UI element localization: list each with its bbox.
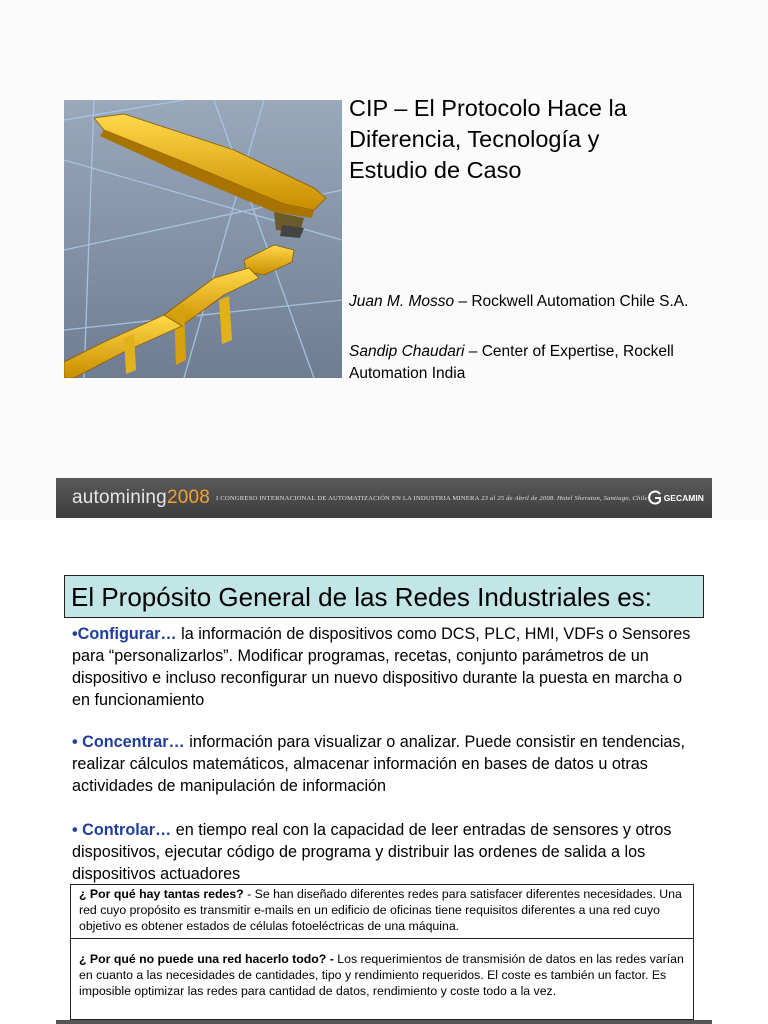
conference-banner [56, 478, 712, 518]
faq-divider [71, 938, 693, 939]
section-heading: El Propósito General de las Redes Industriales es: [71, 582, 652, 612]
author-2-name: Sandip Chaudari [349, 343, 465, 360]
brand-text: automining [72, 487, 167, 508]
bullet-3: • [72, 821, 83, 839]
author-1-name: Juan M. Mosso [349, 293, 455, 310]
congress-line [216, 495, 648, 502]
conveyor-3d-render-image [64, 100, 342, 378]
bullet-1: • [72, 625, 78, 643]
faq-question-1: ¿ Por qué hay tantas redes? [79, 887, 244, 901]
faq-question-2: ¿ Por qué no puede una red hacerlo todo? - [79, 952, 334, 966]
author-1 [349, 291, 689, 313]
concentrar-text: información para visualizar o analizar. Puede consistir en tendencias, realizar cálculos matemáticos, almacenar información en bases de datos u otras actividades de manipulación de información [72, 733, 686, 795]
controlar-paragraph [72, 819, 704, 885]
author-2-affiliation: – Center of Expertise, Rockell Automation India [349, 343, 674, 382]
gecamin-text: GECAMIN [663, 493, 704, 503]
concentrar-paragraph [72, 731, 704, 797]
controlar-text: en tiempo real con la capacidad de leer entradas de sensores y otros dispositivos, ejecutar código de programa y distribuir las ordenes de salida a los dispositivos actuadores [72, 821, 672, 883]
faq-item-2 [79, 951, 687, 1000]
keyword-configurar: Configurar… [77, 625, 177, 643]
congress-name: I CONGRESO INTERNACIONAL DE AUTOMATIZACIÓN EN LA INDUSTRIA MINERA [216, 494, 480, 502]
keyword-concentrar: Concentrar… [82, 733, 185, 751]
keyword-controlar: Controlar… [82, 821, 172, 839]
brand-year: 2008 [166, 487, 211, 508]
faq-note-box [70, 884, 694, 1020]
configurar-text: la información de dispositivos como DCS, PLC, HMI, VDFs o Sensores para “personalizarlos”. Modificar programas, recetas, conjunto parámetros de un dispositivo e incluso reconfigurar un nuevo dispositivo durante la puesta en marcha o en funcionamiento [72, 625, 691, 709]
gecamin-icon [648, 490, 662, 506]
congress-dates: 23 al 25 de Abril de 2008. Hotel Sheraton, Santiago, Chile [481, 494, 648, 502]
author-2 [349, 341, 689, 385]
gecamin-logo [648, 490, 704, 506]
section-heading-box [64, 575, 704, 618]
author-1-affiliation: – Rockwell Automation Chile S.A. [454, 293, 689, 310]
bullet-2: • [72, 733, 83, 751]
automining-logo [72, 487, 210, 509]
presentation-title: CIP – El Protocolo Hace la Diferencia, Tecnología y Estudio de Caso [349, 95, 627, 183]
next-slide-edge [56, 1020, 712, 1024]
faq-item-1 [79, 886, 687, 936]
faq-answer-2: Los requerimientos de transmisión de datos en las redes varían en cuanto a las necesidades de cantidades, tipo y rendimiento requeridos. El coste es también un factor. Es imposible optimizar las redes para cantidad de datos, rendimiento y coste todo a la vez. [79, 952, 684, 999]
configurar-paragraph [72, 623, 704, 711]
faq-answer-1: - Se han diseñado diferentes redes para satisfacer diferentes necesidades. Una red cuyo propósito es transmitir e-mails en un edificio de oficinas tiene requisitos diferentes a una red cuyo objetivo es obtener estados de células fotoeléctricas de una máquina. [79, 887, 682, 934]
